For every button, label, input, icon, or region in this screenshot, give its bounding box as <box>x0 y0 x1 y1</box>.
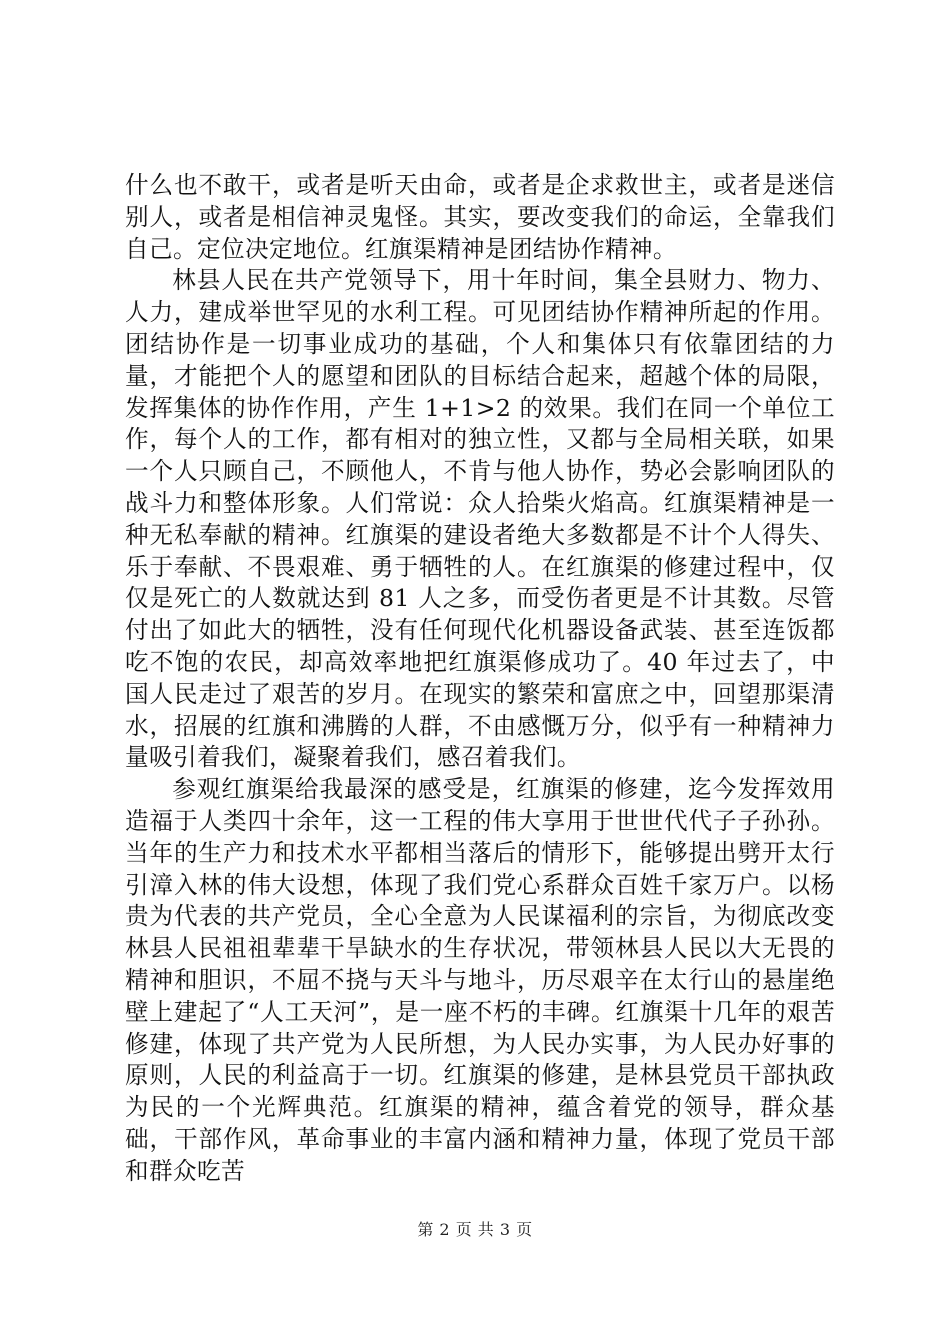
paragraph-1: 什么也不敢干，或者是听天由命，或者是企求救世主，或者是迷信别人，或者是相信神灵鬼怪。其实，要改变我们的命运，全靠我们自己。定位决定地位。红旗渠精神是团结协作精神。 <box>125 171 835 263</box>
document-body <box>125 170 835 1188</box>
paragraph-2: 林县人民在共产党领导下，用十年时间，集全县财力、物力、人力，建成举世罕见的水利工程。可见团结协作精神所起的作用。团结协作是一切事业成功的基础，个人和集体只有依靠团结的力量，才能把个人的愿望和团队的目标结合起来，超越个体的局限，发挥集体的协作作用，产生 1+1>2 的效果。我们在同一个单位工作，每个人的工作，都有相对的独立性，又都与全局相关联，如果一个人只顾自己，不顾他人，不肯与他人协作，势必会影响团队的战斗力和整体形象。人们常说：众人拾柴火焰高。红旗渠精神是一种无私奉献的精神。红旗渠的建设者绝大多数都是不计个人得失、乐于奉献、不畏艰难、勇于牺牲的人。在红旗渠的修建过程中，仅仅是死亡的人数就达到 81 人之多，而受伤者更是不计其数。尽管付出了如此大的牺牲，没有任何现代化机器设备武装、甚至连饭都吃不饱的农民，却高效率地把红旗渠修成功了。40 年过去了，中国人民走过了艰苦的岁月。在现实的繁荣和富庶之中，回望那渠清水，招展的红旗和沸腾的人群，不由感慨万分，似乎有一种精神力量吸引着我们，凝聚着我们，感召着我们。 <box>125 266 835 772</box>
page-number-footer: 第 2 页 共 3 页 <box>417 1220 533 1239</box>
paragraph-3: 参观红旗渠给我最深的感受是，红旗渠的修建，迄今发挥效用造福于人类四十余年，这一工程的伟大享用于世世代代子子孙孙。当年的生产力和技术水平都相当落后的情形下，能够提出劈开太行引漳入林的伟大设想，体现了我们党心系群众百姓千家万户。以杨贵为代表的共产党员，全心全意为人民谋福利的宗旨，为彻底改变林县人民祖祖辈辈干旱缺水的生存状况，带领林县人民以大无畏的精神和胆识，不屈不挠与天斗与地斗，历尽艰辛在太行山的悬崖绝壁上建起了“人工天河”，是一座不朽的丰碑。红旗渠十几年的艰苦修建，体现了共产党为人民所想，为人民办实事，为人民办好事的原则，人民的利益高于一切。红旗渠的修建，是林县党员干部执政为民的一个光辉典范。红旗渠的精神，蕴含着党的领导，群众基础，干部作风，革命事业的丰富内涵和精神力量，体现了党员干部和群众吃苦 <box>125 775 835 1185</box>
